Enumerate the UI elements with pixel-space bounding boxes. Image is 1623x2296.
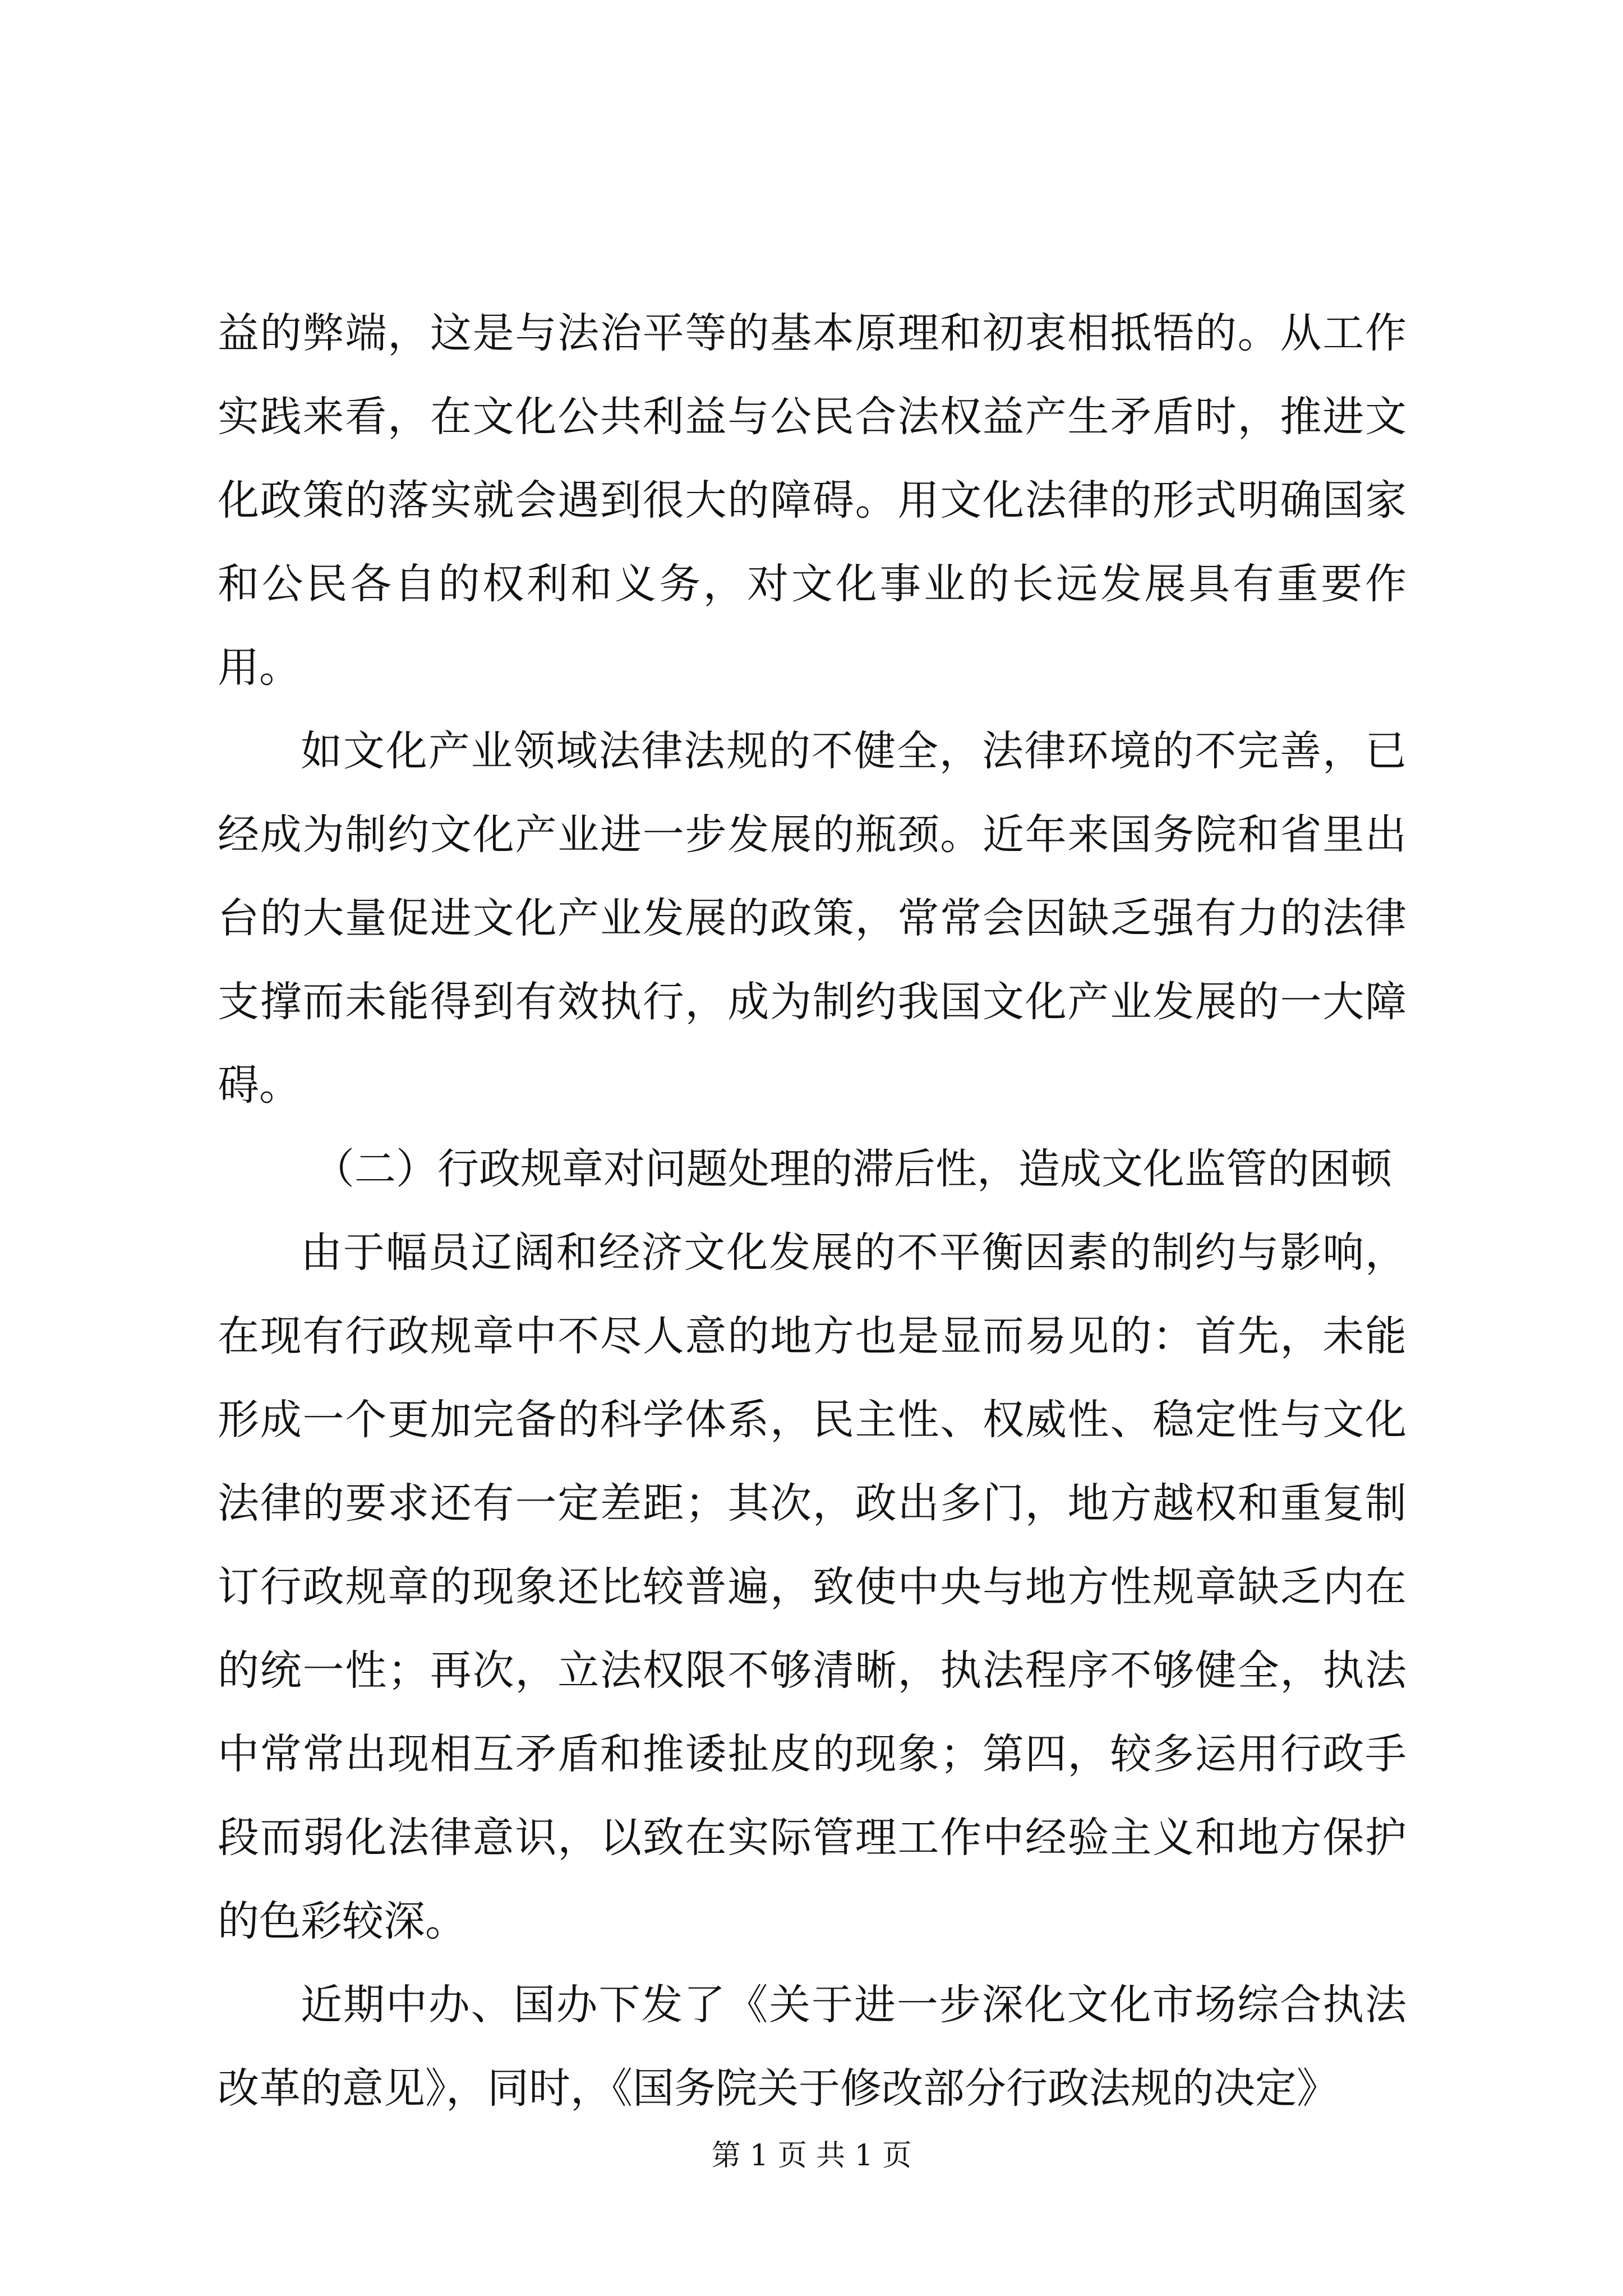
paragraph-recent-reform: 近期中办、国办下发了《关于进一步深化文化市场综合执法改革的意见》，同时，《国务院关于修改部分行政法规的决定》 bbox=[218, 1981, 1407, 2113]
document-body bbox=[218, 292, 1407, 2131]
paragraph-continuation: 益的弊端，这是与法治平等的基本原理和初衷相抵牾的。从工作实践来看，在文化公共利益与公民合法权益产生矛盾时，推进文化政策的落实就会遇到很大的障碍。用文化法律的形式明确国家和公民各自的权利和义务，对文化事业的长远发展具有重要作用。 bbox=[218, 309, 1407, 692]
paragraph-regulation-issues: 由于幅员辽阔和经济文化发展的不平衡因素的制约与影响，在现有行政规章中不尽人意的地方也是显而易见的：首先，未能形成一个更加完备的科学体系，民主性、权威性、稳定性与文化法律的要求还有一定差距；其次，政出多门，地方越权和重复制订行政规章的现象还比较普遍，致使中央与地方性规章缺乏内在的统一性；再次，立法权限不够清晰，执法程序不够健全，执法中常常出现相互矛盾和推诿扯皮的现象；第四，较多运用行政手段而弱化法律意识，以致在实际管理工作中经验主义和地方保护的色彩较深。 bbox=[218, 1228, 1407, 1945]
section-heading: （二）行政规章对问题处理的滞后性，造成文化监管的困顿 bbox=[313, 1145, 1392, 1193]
paragraph-legal-framework: 如文化产业领域法律法规的不健全，法律环境的不完善，已经成为制约文化产业进一步发展的瓶颈。近年来国务院和省里出台的大量促进文化产业发展的政策，常常会因缺乏强有力的法律支撑而未能得到有效执行，成为制约我国文化产业发展的一大障碍。 bbox=[218, 727, 1407, 1110]
page-footer: 第 1 页 共 1 页 bbox=[711, 2139, 912, 2173]
